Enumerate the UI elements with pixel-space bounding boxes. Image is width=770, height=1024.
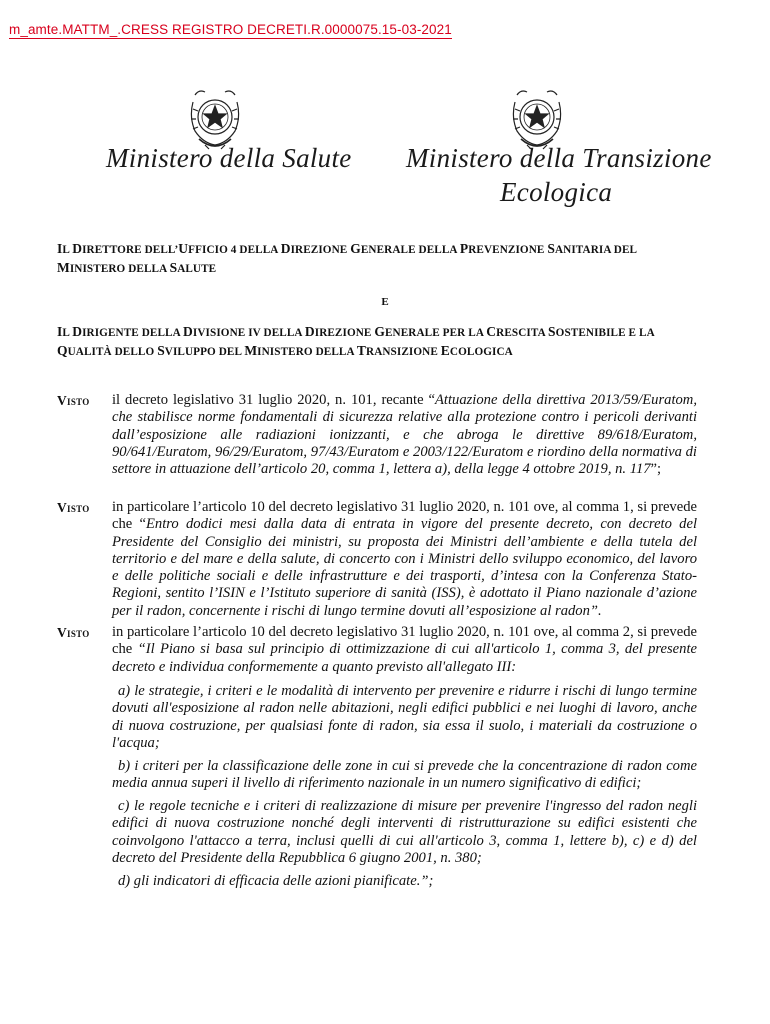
protocol-stamp: m_amte.MATTM_.CRESS REGISTRO DECRETI.R.0000075.15-03-2021 [9,22,452,37]
visto-label-1: Visto [57,393,90,408]
list-item-a: a) le strategie, i criteri e le modalità di intervento per prevenire e ridurre i rischi di lungo termine dovuti all'esposizione al radon nelle abitazioni, negli edifici pubblici e nei luoghi di lavoro, anche di nuova costruzione, per qualsiasi fonte di radon, sia essa il suolo, i materiali da costruzione o l'acqua; [112,683,697,751]
visto-paragraph-2: in particolare l’articolo 10 del decreto legislativo 31 luglio 2020, n. 101 ove, al comma 1, si prevede che “Entro dodici mesi dalla data di entrata in vigore del presente decreto, con decreto del Presidente del Consiglio dei ministri, su proposta dei Ministri dell’ambiente e della tutela del territorio e del mare e della salute, di concerto con i Ministri dello sviluppo economico, del lavoro e delle politiche sociali e delle infrastrutture e dei trasporti, d’intesa con la Conferenza Stato-Regioni, sentito l’ISIN e l’Istituto superiore di sanità (ISS), è adottato il Piano nazionale d’azione per il radon, concernente i rischi di lungo termine dovuti all’esposizione al radon”. [112,499,697,619]
visto-paragraph-3: in particolare l’articolo 10 del decreto legislativo 31 luglio 2020, n. 101 ove, al comma 2, si prevede che “Il Piano si basa sul principio di ottimizzazione di cui all'articolo 1, comma 3, del presente decreto e individua conformemente a quanto previsto all'allegato III: [112,624,697,675]
ministry-health-name: Ministero della Salute [106,143,352,173]
heading-director: IL DIRETTORE DELL’UFFICIO 4 DELLA DIREZIONE GENERALE DELLA PREVENZIONE SANITARIA DEL MINISTERO DELLA SALUTE [57,241,637,275]
heading-manager: IL DIRIGENTE DELLA DIVISIONE IV DELLA DIREZIONE GENERALE PER LA CRESCITA SOSTENIBILE E LA QUALITÀ DELLO SVILUPPO DEL MINISTERO DELLA TRANSIZIONE ECOLOGICA [57,324,655,358]
ministry-ecology-name-line2: Ecologica [500,177,613,207]
heading-connector: E [381,296,389,308]
list-item-d: d) gli indicatori di efficacia delle azioni pianificate.”; [118,873,434,889]
visto-label-3: Visto [57,625,90,640]
visto-paragraph-1: il decreto legislativo 31 luglio 2020, n. 101, recante “Attuazione della direttiva 2013/59/Euratom, che stabilisce norme fondamentali di sicurezza relative alla protezione contro i pericoli derivanti dall’esposizione alle radiazioni ionizzanti, e che abroga le direttive 89/618/Euratom, 90/641/Euratom, 96/29/Euratom, 97/43/Euratom e 2003/122/Euratom e riordino della normativa di settore in attuazione dell’articolo 20, comma 1, lettera a), della legge 4 ottobre 2019, n. 117”; [112,392,697,478]
list-item-c: c) le regole tecniche e i criteri di realizzazione di misure per prevenire l'ingresso del radon negli edifici di nuova costruzione nonché degli interventi di ristrutturazione su edifici esistenti che coinvolgono l'attacco a terra, inclusi quelli di cui all'articolo 3, comma 1, lettere b), c) e d) del decreto del Presidente della Repubblica 6 giugno 2001, n. 380; [112,798,697,866]
list-item-b: b) i criteri per la classificazione delle zone in cui si prevede che la concentrazione di radon come media annua superi il livello di riferimento nazionale in un numero significativo di edifici; [112,758,697,792]
ministry-ecology-name-line1: Ministero della Transizione [406,143,712,173]
visto-label-2: Visto [57,500,90,515]
